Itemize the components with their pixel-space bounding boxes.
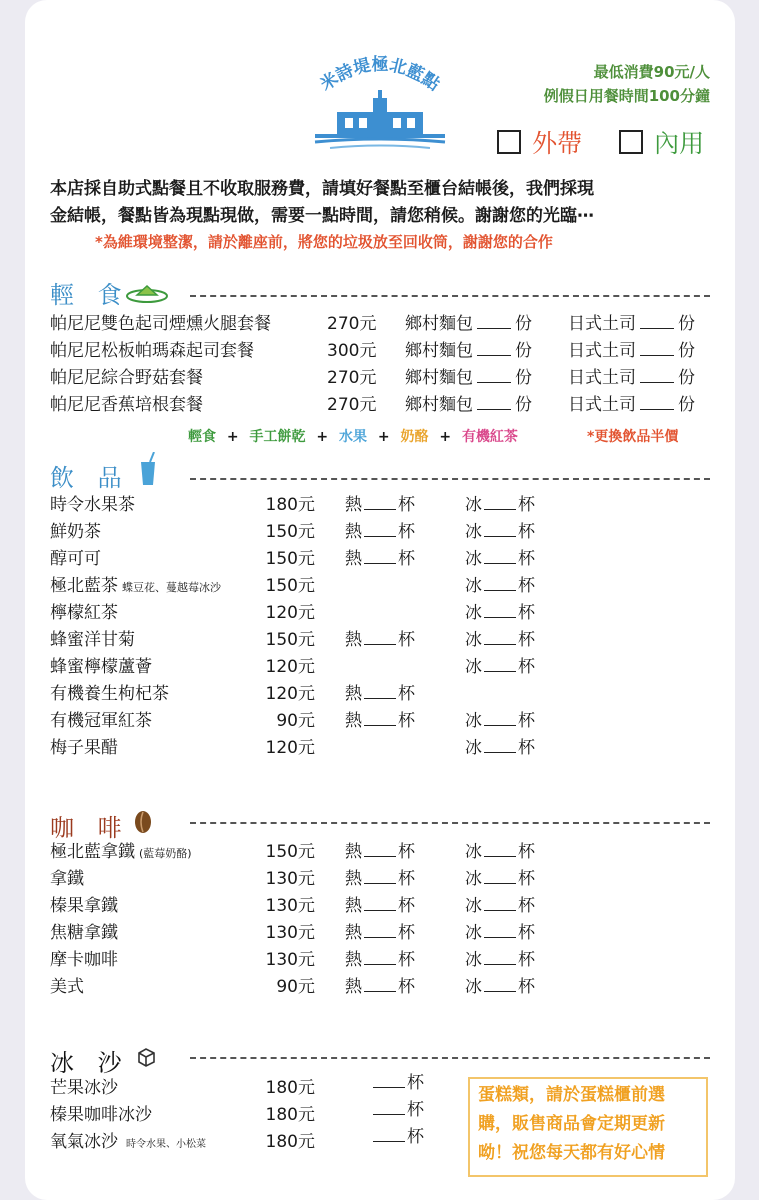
cleanliness-notice: *為維環境整潔，請於離座前，將您的垃圾放至回收筒，謝謝您的合作 [95, 233, 553, 251]
cold-label: 冰 [465, 977, 482, 997]
cup-unit: 杯 [518, 603, 535, 623]
item-name-cell [50, 519, 101, 546]
cold-option[interactable] [465, 735, 535, 762]
dinein-checkbox[interactable] [619, 130, 643, 154]
unit-label: 份 [515, 314, 532, 334]
hot-label: 熱 [345, 950, 362, 970]
hot-qty-blank[interactable] [364, 867, 396, 884]
hot-option[interactable] [345, 627, 415, 654]
hot-option[interactable] [345, 681, 415, 708]
cup-unit: 杯 [518, 950, 535, 970]
toast-label: 日式土司 [568, 341, 636, 361]
cold-qty-blank[interactable] [484, 520, 516, 537]
bread-option[interactable] [405, 392, 532, 419]
toast-option[interactable] [568, 338, 695, 365]
toast-qty-blank[interactable] [640, 312, 674, 329]
hot-label: 熱 [345, 684, 362, 704]
dinein-label: 內用 [654, 129, 705, 158]
cold-option[interactable] [465, 920, 535, 947]
hot-qty-blank[interactable] [364, 520, 396, 537]
ice-cube-icon [135, 1046, 157, 1068]
hot-label: 熱 [345, 923, 362, 943]
bread-label: 鄉村麵包 [405, 341, 473, 361]
cup-unit: 杯 [518, 869, 535, 889]
item-price: 130元 [265, 869, 315, 889]
item-name: 焦糖拿鐵 [50, 923, 118, 943]
cold-qty-blank[interactable] [484, 975, 516, 992]
item-name-cell [50, 920, 118, 947]
cup-unit: 杯 [518, 657, 535, 677]
item-name-cell [50, 492, 135, 519]
combo-item-tea: 有機紅茶 [461, 429, 518, 445]
item-price: 90元 [276, 977, 315, 997]
item-name-cell [50, 708, 152, 735]
hot-option[interactable] [345, 947, 415, 974]
bread-option[interactable] [405, 338, 532, 365]
cup-unit: 杯 [518, 977, 535, 997]
combo-item-cookie: 手工餅乾 [249, 429, 306, 445]
hot-option[interactable] [345, 866, 415, 893]
smoothie-title: 冰 沙 [50, 1049, 130, 1077]
item-name-cell [50, 1102, 152, 1129]
hot-qty-blank[interactable] [364, 975, 396, 992]
light-meal-name: 帕尼尼香蕉培根套餐 [50, 395, 203, 415]
bread-qty-blank[interactable] [477, 339, 511, 356]
item-name: 拿鐵 [50, 869, 84, 889]
cold-option[interactable] [465, 519, 535, 546]
item-price: 150元 [265, 549, 315, 569]
intro-text [50, 176, 594, 230]
hot-option[interactable] [345, 974, 415, 1001]
item-price: 120元 [265, 738, 315, 758]
item-name-cell [50, 1129, 206, 1156]
item-name: 蜂蜜檸檬蘆薈 [50, 657, 152, 677]
min-spend-info [544, 60, 710, 108]
item-name-cell [50, 627, 135, 654]
item-price: 180元 [265, 495, 315, 515]
item-name: 芒果冰沙 [50, 1078, 118, 1098]
cup-unit: 杯 [518, 522, 535, 542]
toast-qty-blank[interactable] [640, 393, 674, 410]
cold-label: 冰 [465, 603, 482, 623]
hot-qty-blank[interactable] [364, 547, 396, 564]
item-name: 醇可可 [50, 549, 101, 569]
item-name: 榛果咖啡冰沙 [50, 1105, 152, 1125]
light-meal-name: 帕尼尼松板帕瑪森起司套餐 [50, 341, 254, 361]
cup-unit: 杯 [398, 495, 415, 515]
item-name: 極北藍茶 [50, 576, 118, 596]
cup-unit: 杯 [518, 495, 535, 515]
cold-qty-blank[interactable] [484, 921, 516, 938]
cold-qty-blank[interactable] [484, 493, 516, 510]
cup-unit: 杯 [518, 549, 535, 569]
cup-unit: 杯 [407, 1100, 424, 1120]
unit-label: 份 [678, 341, 695, 361]
time-limit: 例假日用餐時間100分鐘 [543, 87, 710, 105]
intro-line-1: 本店採自助式點餐且不收取服務費，請填好餐點至櫃台結帳後，我們採現 [50, 179, 594, 199]
hot-option[interactable] [345, 920, 415, 947]
drink-cup-icon [138, 452, 158, 486]
cold-qty-blank[interactable] [484, 547, 516, 564]
hot-qty-blank[interactable] [364, 948, 396, 965]
item-price: 180元 [265, 1132, 315, 1152]
item-name: 鮮奶茶 [50, 522, 101, 542]
takeout-option[interactable] [497, 124, 582, 160]
cold-option[interactable] [465, 627, 535, 654]
set-combo-line [188, 426, 518, 446]
section-divider [190, 478, 710, 480]
cold-label: 冰 [465, 657, 482, 677]
combo-item-fruit: 水果 [338, 429, 367, 445]
hot-option[interactable] [345, 519, 415, 546]
hot-option[interactable] [345, 492, 415, 519]
shop-name: 米詩堤極北藍點 [317, 55, 443, 96]
qty-blank[interactable] [373, 1098, 405, 1115]
cold-option[interactable] [465, 708, 535, 735]
hot-label: 熱 [345, 896, 362, 916]
bread-option[interactable] [405, 365, 532, 392]
toast-option[interactable] [568, 392, 695, 419]
item-name: 有機養生枸杞茶 [50, 684, 169, 704]
cold-option[interactable] [465, 893, 535, 920]
takeout-label: 外帶 [532, 129, 583, 158]
menu-card [25, 0, 735, 1200]
bread-label: 鄉村麵包 [405, 395, 473, 415]
qty-option[interactable] [371, 1124, 424, 1151]
toast-label: 日式土司 [568, 368, 636, 388]
combo-plus: + [226, 429, 239, 445]
cold-qty-blank[interactable] [484, 601, 516, 618]
cold-label: 冰 [465, 630, 482, 650]
light-meal-price: 300元 [327, 341, 377, 361]
cold-option[interactable] [465, 492, 535, 519]
item-name: 氧氣冰沙 [50, 1132, 118, 1152]
cold-qty-blank[interactable] [484, 628, 516, 645]
cold-qty-blank[interactable] [484, 655, 516, 672]
item-name-cell [50, 866, 84, 893]
combo-plus: + [439, 429, 452, 445]
dinein-option[interactable] [619, 124, 704, 160]
light-meal-price: 270元 [327, 395, 377, 415]
hot-option[interactable] [345, 893, 415, 920]
item-name: 有機冠軍紅茶 [50, 711, 152, 731]
coffee-title: 咖 啡 [50, 814, 130, 842]
light-meal-title: 輕 食 [50, 281, 130, 309]
item-price: 130元 [265, 896, 315, 916]
item-name-cell [50, 947, 118, 974]
item-name: 極北藍拿鐵 [50, 842, 135, 862]
cold-label: 冰 [465, 869, 482, 889]
cup-unit: 杯 [518, 738, 535, 758]
combo-item-light-meal: 輕食 [188, 429, 216, 445]
hot-option[interactable] [345, 546, 415, 573]
cold-option[interactable] [465, 866, 535, 893]
combo-plus: + [316, 429, 329, 445]
cup-unit: 杯 [398, 842, 415, 862]
cup-unit: 杯 [398, 630, 415, 650]
section-divider [190, 295, 710, 297]
hot-qty-blank[interactable] [364, 628, 396, 645]
cup-unit: 杯 [407, 1127, 424, 1147]
hot-label: 熱 [345, 711, 362, 731]
item-name-cell [50, 681, 169, 708]
bread-label: 鄉村麵包 [405, 314, 473, 334]
light-meal-name: 帕尼尼綜合野菇套餐 [50, 368, 203, 388]
item-name-cell [50, 974, 84, 1001]
cup-unit: 杯 [518, 576, 535, 596]
cold-label: 冰 [465, 495, 482, 515]
cold-qty-blank[interactable] [484, 894, 516, 911]
cold-option[interactable] [465, 546, 535, 573]
cold-qty-blank[interactable] [484, 574, 516, 591]
cold-label: 冰 [465, 549, 482, 569]
cup-unit: 杯 [407, 1073, 424, 1093]
item-name: 時令水果茶 [50, 495, 135, 515]
cold-qty-blank[interactable] [484, 840, 516, 857]
cold-qty-blank[interactable] [484, 709, 516, 726]
toast-option[interactable] [568, 365, 695, 392]
hot-qty-blank[interactable] [364, 840, 396, 857]
item-name-cell [50, 839, 192, 866]
cup-unit: 杯 [518, 923, 535, 943]
cup-unit: 杯 [518, 842, 535, 862]
unit-label: 份 [515, 341, 532, 361]
bread-qty-blank[interactable] [477, 366, 511, 383]
toast-qty-blank[interactable] [640, 339, 674, 356]
cup-unit: 杯 [518, 630, 535, 650]
cold-label: 冰 [465, 923, 482, 943]
svg-text:米詩堤極北藍點 [316, 54, 443, 95]
unit-label: 份 [515, 395, 532, 415]
item-name: 檸檬紅茶 [50, 603, 118, 623]
combo-plus: + [377, 429, 390, 445]
cold-label: 冰 [465, 896, 482, 916]
item-price: 150元 [265, 630, 315, 650]
item-name-cell [50, 1075, 118, 1102]
toast-qty-blank[interactable] [640, 366, 674, 383]
meal-plate-icon [125, 282, 169, 304]
item-price: 120元 [265, 603, 315, 623]
logo [295, 40, 465, 160]
bread-label: 鄉村麵包 [405, 368, 473, 388]
cold-option[interactable] [465, 947, 535, 974]
qty-option[interactable] [371, 1070, 424, 1097]
cold-label: 冰 [465, 950, 482, 970]
cup-unit: 杯 [398, 684, 415, 704]
item-note: 時令水果、小松菜 [126, 1139, 206, 1150]
item-name-cell [50, 735, 118, 762]
item-name-cell [50, 573, 221, 600]
hot-label: 熱 [345, 549, 362, 569]
cold-label: 冰 [465, 711, 482, 731]
min-spend: 最低消費90元/人 [593, 63, 710, 81]
item-price: 180元 [265, 1078, 315, 1098]
item-price: 120元 [265, 657, 315, 677]
cold-label: 冰 [465, 738, 482, 758]
item-price: 130元 [265, 923, 315, 943]
cup-unit: 杯 [398, 950, 415, 970]
light-meal-price: 270元 [327, 314, 377, 334]
section-divider [190, 822, 710, 824]
hot-qty-blank[interactable] [364, 682, 396, 699]
cup-unit: 杯 [518, 711, 535, 731]
item-price: 150元 [265, 576, 315, 596]
item-name: 蜂蜜洋甘菊 [50, 630, 135, 650]
cold-qty-blank[interactable] [484, 736, 516, 753]
item-name-cell [50, 600, 118, 627]
bread-qty-blank[interactable] [477, 393, 511, 410]
toast-label: 日式土司 [568, 395, 636, 415]
item-price: 120元 [265, 684, 315, 704]
combo-item-pudding: 奶酪 [400, 429, 429, 445]
cold-option[interactable] [465, 600, 535, 627]
item-price: 180元 [265, 1105, 315, 1125]
cup-unit: 杯 [398, 977, 415, 997]
item-note: (藍莓奶酪) [139, 847, 192, 860]
cup-unit: 杯 [398, 896, 415, 916]
cup-unit: 杯 [398, 522, 415, 542]
item-name-cell [50, 546, 101, 573]
section-divider [190, 1057, 710, 1059]
item-price: 150元 [265, 522, 315, 542]
cold-label: 冰 [465, 522, 482, 542]
qty-blank[interactable] [373, 1071, 405, 1088]
bread-qty-blank[interactable] [477, 312, 511, 329]
item-name-cell [50, 893, 118, 920]
drinks-title: 飲 品 [50, 464, 130, 492]
item-name-cell [50, 654, 152, 681]
item-name: 美式 [50, 977, 84, 997]
hot-label: 熱 [345, 842, 362, 862]
hot-label: 熱 [345, 869, 362, 889]
hot-label: 熱 [345, 522, 362, 542]
toast-option[interactable] [568, 311, 695, 338]
cake-notice-box: 蛋糕類，請於蛋糕櫃前選購，販售商品會定期更新呦！祝您每天都有好心情 [468, 1077, 708, 1177]
cup-unit: 杯 [398, 549, 415, 569]
cold-option[interactable] [465, 654, 535, 681]
cup-unit: 杯 [398, 923, 415, 943]
hot-label: 熱 [345, 630, 362, 650]
toast-label: 日式土司 [568, 314, 636, 334]
coffee-bean-icon [133, 810, 153, 834]
cold-option[interactable] [465, 573, 535, 600]
cold-qty-blank[interactable] [484, 948, 516, 965]
drink-swap-note: *更換飲品半價 [587, 429, 679, 445]
item-note: 蝶豆花、蔓越莓冰沙 [122, 581, 221, 594]
cold-label: 冰 [465, 576, 482, 596]
bread-option[interactable] [405, 311, 532, 338]
cup-unit: 杯 [518, 896, 535, 916]
item-price: 150元 [265, 842, 315, 862]
cold-qty-blank[interactable] [484, 867, 516, 884]
item-name: 梅子果醋 [50, 738, 118, 758]
hot-option[interactable] [345, 708, 415, 735]
qty-blank[interactable] [373, 1125, 405, 1142]
unit-label: 份 [515, 368, 532, 388]
unit-label: 份 [678, 368, 695, 388]
item-price: 90元 [276, 711, 315, 731]
cold-label: 冰 [465, 842, 482, 862]
hot-label: 熱 [345, 977, 362, 997]
hot-label: 熱 [345, 495, 362, 515]
cup-unit: 杯 [398, 869, 415, 889]
unit-label: 份 [678, 395, 695, 415]
hot-qty-blank[interactable] [364, 493, 396, 510]
hot-qty-blank[interactable] [364, 921, 396, 938]
cold-option[interactable] [465, 974, 535, 1001]
building-icon [295, 90, 465, 160]
item-name: 榛果拿鐵 [50, 896, 118, 916]
cold-option[interactable] [465, 839, 535, 866]
qty-option[interactable] [371, 1097, 424, 1124]
hot-qty-blank[interactable] [364, 709, 396, 726]
item-price: 130元 [265, 950, 315, 970]
item-name: 摩卡咖啡 [50, 950, 118, 970]
hot-option[interactable] [345, 839, 415, 866]
intro-line-2: 金結帳，餐點皆為現點現做，需要一點時間，請您稍候。謝謝您的光臨⋯ [50, 206, 594, 226]
light-meal-price: 270元 [327, 368, 377, 388]
takeout-checkbox[interactable] [497, 130, 521, 154]
hot-qty-blank[interactable] [364, 894, 396, 911]
light-meal-name: 帕尼尼雙色起司煙燻火腿套餐 [50, 314, 271, 334]
unit-label: 份 [678, 314, 695, 334]
cup-unit: 杯 [398, 711, 415, 731]
